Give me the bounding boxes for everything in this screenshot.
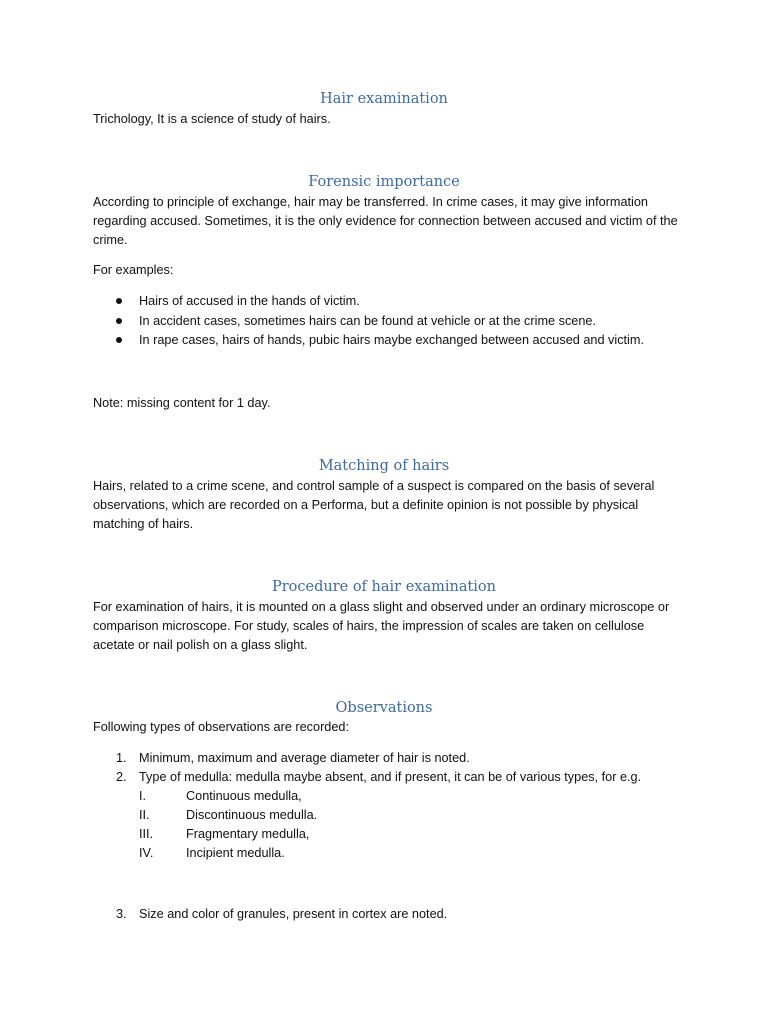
paragraph-matching-of-hairs: Hairs, related to a crime scene, and control sample of a suspect is compared on the basis of several observations, which are recorded on a Performa, but a definite opinion is not possible by physical matching of hairs. xyxy=(93,479,655,531)
paragraph-observations-intro: Following types of observations are recorded: xyxy=(93,720,349,734)
list-number: IV. xyxy=(139,846,154,860)
bullet-text: In rape cases, hairs of hands, pubic hairs maybe exchanged between accused and victim. xyxy=(139,333,644,347)
bullet-icon xyxy=(116,318,122,324)
heading-procedure: Procedure of hair examination xyxy=(271,579,497,595)
bullet-text: Hairs of accused in the hands of victim. xyxy=(139,294,360,308)
list-item xyxy=(139,806,713,825)
list-text: Discontinuous medulla. xyxy=(186,808,318,822)
list-number: 1. xyxy=(116,751,127,765)
list-number: 2. xyxy=(116,770,127,784)
list-number: 3. xyxy=(116,907,127,921)
list-text: Incipient medulla. xyxy=(186,846,285,860)
list-text: Continuous medulla, xyxy=(186,789,302,803)
bullet-icon xyxy=(116,337,122,343)
list-number: I. xyxy=(139,789,147,803)
list-text: Size and color of granules, present in cortex are noted. xyxy=(139,907,448,921)
heading-forensic-importance: Forensic importance xyxy=(308,174,460,190)
bullet-item xyxy=(93,331,693,351)
list-text: Type of medulla: medulla maybe absent, and if present, it can be of various types, for e.g. xyxy=(139,770,642,784)
list-item xyxy=(93,905,713,924)
paragraph-procedure: For examination of hairs, it is mounted on a glass slight and observed under an ordinary microscope or comparison microscope. For study, scales of hairs, the impression of scales are taken on cellulose acetate or nail polish on a glass slight. xyxy=(93,600,670,652)
bullet-item xyxy=(93,292,693,312)
list-item xyxy=(139,787,713,806)
list-number: III. xyxy=(139,827,154,841)
bullet-item xyxy=(93,312,693,332)
list-number: II. xyxy=(139,808,150,822)
list-item xyxy=(93,749,713,768)
paragraph-trichology: Trichology, It is a science of study of hairs. xyxy=(93,112,331,126)
paragraph-examples-intro: For examples: xyxy=(93,263,174,277)
heading-observations: Observations xyxy=(335,700,433,716)
list-text: Minimum, maximum and average diameter of hair is noted. xyxy=(139,751,470,765)
examples-bullet-list xyxy=(93,292,693,351)
medulla-types-list xyxy=(139,787,713,863)
observations-numbered-list-continued xyxy=(93,905,713,924)
list-item xyxy=(93,768,713,863)
paragraph-note: Note: missing content for 1 day. xyxy=(93,396,271,410)
observations-numbered-list xyxy=(93,749,713,863)
list-item xyxy=(139,825,713,844)
bullet-icon xyxy=(116,298,122,304)
heading-matching-of-hairs: Matching of hairs xyxy=(318,458,450,474)
bullet-text: In accident cases, sometimes hairs can be found at vehicle or at the crime scene. xyxy=(139,313,596,328)
heading-hair-examination: Hair examination xyxy=(320,91,448,107)
paragraph-forensic-importance: According to principle of exchange, hair may be transferred. In crime cases, it may give information regarding accused. Sometimes, it is the only evidence for connection between accused and victim of the crime. xyxy=(93,195,678,247)
list-text: Fragmentary medulla, xyxy=(186,827,310,841)
list-item xyxy=(139,844,713,863)
